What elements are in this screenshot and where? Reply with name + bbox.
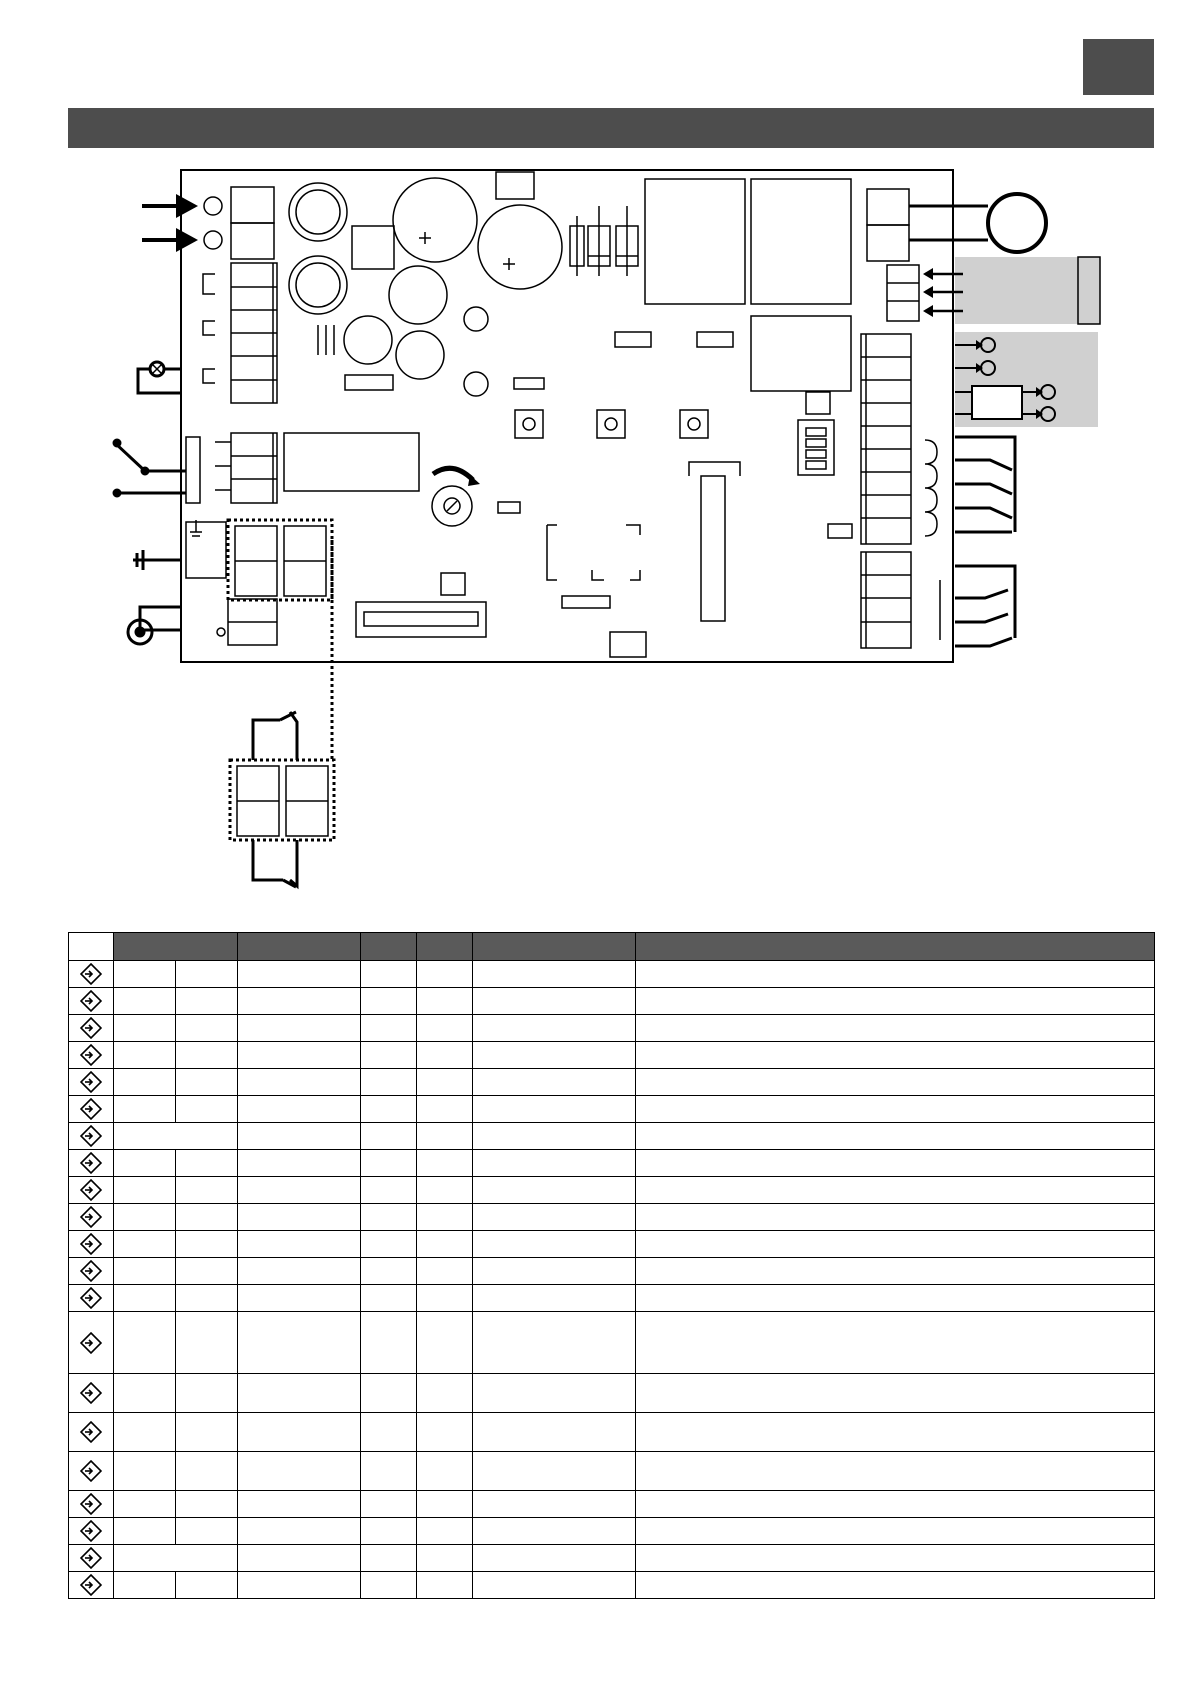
table-cell	[238, 1452, 361, 1491]
power-terminal-l	[204, 197, 222, 215]
table-cell	[238, 1312, 361, 1374]
table-cell	[114, 1452, 176, 1491]
table-cell	[473, 1231, 636, 1258]
terminal-block-left-mid	[215, 433, 277, 503]
table-cell	[114, 1150, 176, 1177]
table-cell	[361, 1231, 417, 1258]
table-cell	[176, 988, 238, 1015]
table-cell	[361, 1374, 417, 1413]
table-cell	[176, 1413, 238, 1452]
table-row	[69, 1312, 1155, 1374]
table-cell	[361, 1096, 417, 1123]
terminal-block-left	[203, 263, 277, 403]
safety-contacts-right-bottom	[940, 566, 1015, 646]
terminal-arrow-icon	[69, 961, 114, 988]
safety-contacts-right	[925, 437, 1015, 536]
terminal-arrow-icon	[69, 1374, 114, 1413]
diode-group	[570, 206, 638, 276]
table-cell	[417, 1518, 473, 1545]
table-cell	[114, 1491, 176, 1518]
terminal-arrow-icon	[69, 988, 114, 1015]
table-cell	[636, 1258, 1155, 1285]
table-cell	[417, 1413, 473, 1452]
terminal-block-right	[861, 334, 911, 544]
table-cell	[114, 1042, 176, 1069]
bridge-link-top	[253, 712, 297, 760]
table-cell	[176, 1096, 238, 1123]
table-cell	[238, 1374, 361, 1413]
component-box	[352, 226, 394, 269]
table-cell	[473, 1177, 636, 1204]
relay-box	[751, 316, 851, 391]
table-cell	[417, 1258, 473, 1285]
table-header-row	[69, 933, 1155, 961]
table-cell	[176, 1204, 238, 1231]
table-cell	[417, 1491, 473, 1518]
table-cell	[473, 988, 636, 1015]
accessory-strip	[1078, 257, 1100, 324]
table-row	[69, 1123, 1155, 1150]
power-terminal-n	[204, 231, 222, 249]
terminal-arrow-icon	[69, 1452, 114, 1491]
table-cell	[238, 961, 361, 988]
table-cell	[473, 961, 636, 988]
table-row	[69, 1572, 1155, 1599]
table-cell	[636, 961, 1155, 988]
table-cell	[114, 1374, 176, 1413]
table-cell	[361, 961, 417, 988]
board-outline	[181, 170, 953, 662]
table-cell	[114, 1096, 176, 1123]
table-cell	[114, 1545, 238, 1572]
table-cell	[473, 1042, 636, 1069]
table-cell	[636, 1452, 1155, 1491]
table-row	[69, 1545, 1155, 1572]
table-cell	[176, 1015, 238, 1042]
table-cell	[114, 1572, 176, 1599]
table-row	[69, 1177, 1155, 1204]
table-cell	[114, 1413, 176, 1452]
jumper-1	[615, 332, 651, 347]
table-cell	[473, 1096, 636, 1123]
resistor	[345, 375, 393, 390]
table-cell	[417, 1312, 473, 1374]
table-cell	[473, 1285, 636, 1312]
table-cell	[238, 1491, 361, 1518]
table-cell	[114, 1312, 176, 1374]
table-row	[69, 1231, 1155, 1258]
bridge-terminal-board	[228, 520, 332, 600]
table-cell	[114, 1015, 176, 1042]
motor-icon	[867, 189, 1046, 261]
table-cell	[238, 1096, 361, 1123]
table-cell	[114, 988, 176, 1015]
table-row	[69, 1150, 1155, 1177]
table-cell	[176, 1518, 238, 1545]
table-cell	[636, 1042, 1155, 1069]
table-cell	[473, 1258, 636, 1285]
table-cell	[114, 1231, 176, 1258]
table-cell	[417, 961, 473, 988]
terminal-arrow-icon	[69, 1015, 114, 1042]
table-cell	[114, 1204, 176, 1231]
table-row	[69, 1096, 1155, 1123]
table-cell	[361, 1177, 417, 1204]
table-cell	[176, 1312, 238, 1374]
flat-connector	[356, 602, 486, 637]
table-cell	[114, 1123, 238, 1150]
table-row	[69, 1042, 1155, 1069]
table-cell	[114, 1069, 176, 1096]
table-cell	[238, 1572, 361, 1599]
table-cell	[417, 1042, 473, 1069]
table-row	[69, 1491, 1155, 1518]
table-header-cell	[417, 933, 473, 961]
table-cell	[417, 988, 473, 1015]
terminal-arrow-icon	[69, 1231, 114, 1258]
terminal-arrow-icon	[69, 1258, 114, 1285]
table-cell	[473, 1150, 636, 1177]
flat-connector-inner	[364, 612, 478, 626]
fuse	[496, 172, 534, 199]
table-cell	[238, 1177, 361, 1204]
table-row	[69, 988, 1155, 1015]
table-cell	[361, 1069, 417, 1096]
terminal-arrow-icon	[69, 1123, 114, 1150]
table-cell	[417, 1545, 473, 1572]
table-cell	[636, 1545, 1155, 1572]
table-cell	[361, 1015, 417, 1042]
table-header-cell	[114, 933, 238, 961]
table-row	[69, 1258, 1155, 1285]
table-cell	[417, 1015, 473, 1042]
table-cell	[636, 1231, 1155, 1258]
table-cell	[473, 1204, 636, 1231]
table-cell	[417, 1123, 473, 1150]
power-input-arrows	[142, 194, 198, 252]
terminal-arrow-icon	[69, 1285, 114, 1312]
table-cell	[238, 1285, 361, 1312]
transformer-2	[751, 179, 851, 304]
terminal-arrow-icon	[69, 1069, 114, 1096]
table-cell	[176, 1042, 238, 1069]
table-cell	[417, 1231, 473, 1258]
table-cell	[361, 988, 417, 1015]
table-cell	[636, 1285, 1155, 1312]
earth-terminal	[186, 522, 226, 578]
terminal-table	[68, 932, 1155, 1599]
table-cell	[417, 1150, 473, 1177]
table-cell	[114, 961, 176, 988]
table-cell	[361, 1518, 417, 1545]
transformer-1	[645, 179, 745, 304]
table-cell	[473, 1491, 636, 1518]
table-cell	[636, 1123, 1155, 1150]
table-cell	[176, 1150, 238, 1177]
table-cell	[238, 1518, 361, 1545]
capacitor-icon	[289, 178, 562, 396]
jumper-2	[697, 332, 733, 347]
table-cell	[473, 1312, 636, 1374]
bridge-terminal-board-cells	[235, 526, 326, 596]
antenna-icon	[128, 607, 181, 644]
terminal-block-right-bottom	[861, 552, 911, 648]
warning-lamp-icon	[138, 362, 181, 393]
table-cell	[114, 1285, 176, 1312]
terminal-arrow-icon	[69, 1518, 114, 1545]
table-row	[69, 1069, 1155, 1096]
terminal-arrow-icon	[69, 1413, 114, 1452]
table-cell	[636, 1150, 1155, 1177]
table-cell	[361, 1452, 417, 1491]
table-cell	[636, 1374, 1155, 1413]
table-cell	[361, 1572, 417, 1599]
table-cell	[636, 1204, 1155, 1231]
table-cell	[473, 1123, 636, 1150]
table-cell	[473, 1452, 636, 1491]
table-row	[69, 1413, 1155, 1452]
table-cell	[473, 1015, 636, 1042]
encoder-input-arrows	[887, 265, 963, 321]
table-row	[69, 1452, 1155, 1491]
bridge-link-bottom	[253, 840, 297, 887]
table-cell	[473, 1374, 636, 1413]
table-header-cell	[636, 933, 1155, 961]
table-cell	[238, 1123, 361, 1150]
table-cell	[361, 1204, 417, 1231]
push-button-icon	[515, 410, 708, 438]
table-cell	[417, 1204, 473, 1231]
table-cell	[473, 1572, 636, 1599]
table-cell	[361, 1123, 417, 1150]
table-cell	[114, 1177, 176, 1204]
table-cell	[176, 1177, 238, 1204]
table-cell	[361, 1285, 417, 1312]
table-cell	[417, 1096, 473, 1123]
table-cell	[238, 1204, 361, 1231]
table-header-cell	[473, 933, 636, 961]
table-row	[69, 961, 1155, 988]
table-cell	[473, 1545, 636, 1572]
table-cell	[238, 1258, 361, 1285]
terminal-arrow-icon	[69, 1177, 114, 1204]
table-cell	[417, 1374, 473, 1413]
terminal-arrow-icon	[69, 1042, 114, 1069]
terminal-arrow-icon	[69, 1312, 114, 1374]
table-cell	[176, 1258, 238, 1285]
table-cell	[473, 1413, 636, 1452]
table-cell	[636, 988, 1155, 1015]
table-row	[69, 1518, 1155, 1545]
table-cell	[238, 1150, 361, 1177]
terminal-arrow-icon	[69, 1204, 114, 1231]
relay-icon	[284, 433, 419, 491]
contact-terminal	[186, 437, 200, 503]
table-cell	[636, 1312, 1155, 1374]
table-row	[69, 1285, 1155, 1312]
table-cell	[636, 1413, 1155, 1452]
table-cell	[361, 1491, 417, 1518]
table-cell	[636, 1015, 1155, 1042]
antenna-terminal	[217, 599, 277, 645]
table-cell	[114, 1258, 176, 1285]
table-cell	[114, 1518, 176, 1545]
terminal-arrow-icon	[69, 1096, 114, 1123]
bridge-terminal-detail	[230, 760, 334, 840]
table-cell	[176, 1231, 238, 1258]
terminal-arrow-icon	[69, 1545, 114, 1572]
resistor-pair	[318, 325, 334, 355]
table-cell	[361, 1312, 417, 1374]
table-header-icon	[69, 933, 114, 961]
table-cell	[238, 1042, 361, 1069]
table-header-cell	[361, 933, 417, 961]
table-row	[69, 1374, 1155, 1413]
table-cell	[361, 1545, 417, 1572]
led-group	[441, 524, 852, 608]
table-cell	[636, 1177, 1155, 1204]
bridge-terminal-detail-cells	[237, 766, 328, 836]
table-cell	[176, 1374, 238, 1413]
microcontroller	[547, 462, 740, 621]
table-cell	[238, 988, 361, 1015]
dip-switch-icon	[798, 392, 834, 475]
table-cell	[417, 1177, 473, 1204]
table-cell	[238, 1069, 361, 1096]
table-cell	[176, 961, 238, 988]
table-cell	[417, 1452, 473, 1491]
table-cell	[636, 1096, 1155, 1123]
terminal-arrow-icon	[69, 1572, 114, 1599]
table-cell	[361, 1413, 417, 1452]
table-cell	[636, 1572, 1155, 1599]
table-cell	[238, 1231, 361, 1258]
table-row	[69, 1204, 1155, 1231]
table-cell	[361, 1150, 417, 1177]
table-cell	[238, 1545, 361, 1572]
table-cell	[473, 1518, 636, 1545]
table-cell	[361, 1042, 417, 1069]
connector-bottom	[610, 632, 646, 657]
table-cell	[238, 1413, 361, 1452]
table-cell	[636, 1491, 1155, 1518]
trimmer-icon	[432, 468, 520, 526]
terminal-arrow-icon	[69, 1150, 114, 1177]
table-cell	[473, 1069, 636, 1096]
table-cell	[176, 1452, 238, 1491]
table-cell	[417, 1285, 473, 1312]
resistor-small	[514, 378, 544, 389]
table-cell	[176, 1069, 238, 1096]
safety-contact-icon	[114, 440, 186, 496]
table-cell	[636, 1069, 1155, 1096]
table-cell	[361, 1258, 417, 1285]
table-cell	[417, 1572, 473, 1599]
table-header-cell	[238, 933, 361, 961]
terminal-arrow-icon	[69, 1491, 114, 1518]
table-cell	[176, 1572, 238, 1599]
power-terminal-block	[231, 187, 274, 259]
earth-icon	[133, 550, 181, 570]
table-cell	[636, 1518, 1155, 1545]
table-row	[69, 1015, 1155, 1042]
table-cell	[417, 1069, 473, 1096]
table-cell	[176, 1491, 238, 1518]
accessory-panel-top	[955, 257, 1098, 324]
table-cell	[176, 1285, 238, 1312]
table-cell	[238, 1015, 361, 1042]
